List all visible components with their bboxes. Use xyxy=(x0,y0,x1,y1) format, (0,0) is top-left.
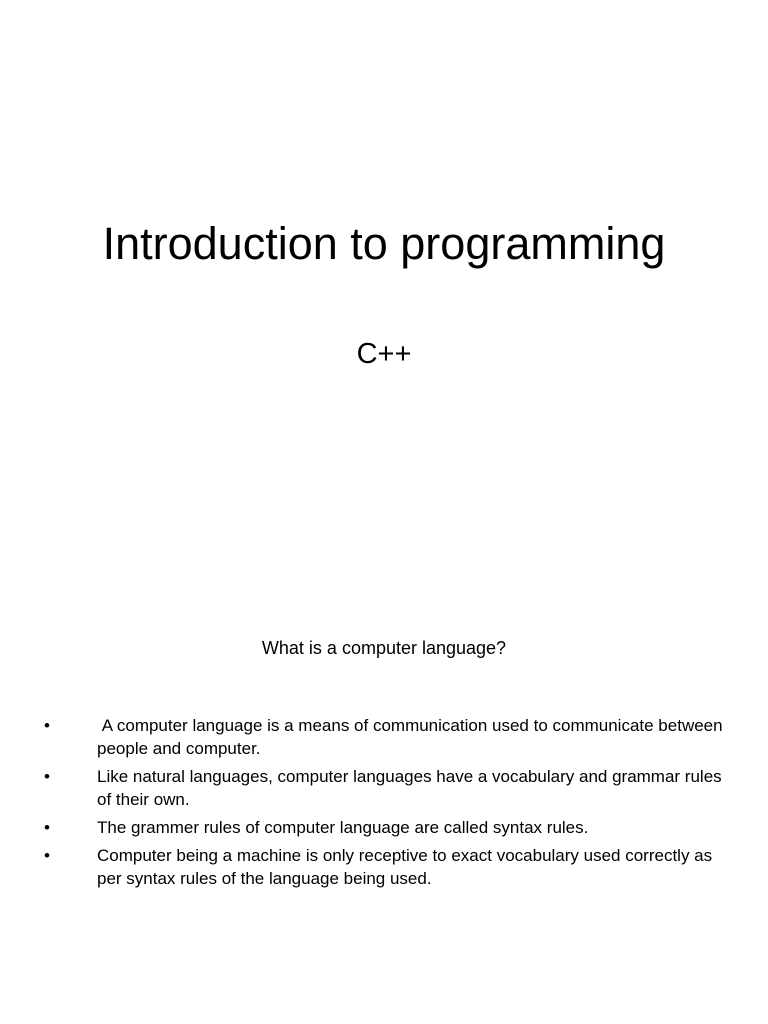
section-heading: What is a computer language? xyxy=(261,638,507,658)
bullet-icon: • xyxy=(44,716,50,735)
bullet-item xyxy=(40,816,730,839)
bullet-text: The grammer rules of computer language are called syntax rules. xyxy=(97,818,589,837)
bullet-icon: • xyxy=(44,818,50,837)
bullet-icon: • xyxy=(44,846,50,865)
bullet-text: A computer language is a means of communication used to communicate between people and computer. xyxy=(97,716,728,758)
bullet-text: Like natural languages, computer languages have a vocabulary and grammar rules of their own. xyxy=(97,767,722,809)
bullet-item xyxy=(40,714,730,760)
bullet-list xyxy=(40,714,730,895)
slide-title: Introduction to programming xyxy=(102,218,666,269)
slide-subtitle: C++ xyxy=(356,338,412,370)
bullet-item xyxy=(40,765,730,811)
bullet-item xyxy=(40,844,730,890)
bullet-icon: • xyxy=(44,767,50,786)
bullet-text: Computer being a machine is only receptive to exact vocabulary used correctly as per syntax rules of the language being used. xyxy=(97,846,713,888)
